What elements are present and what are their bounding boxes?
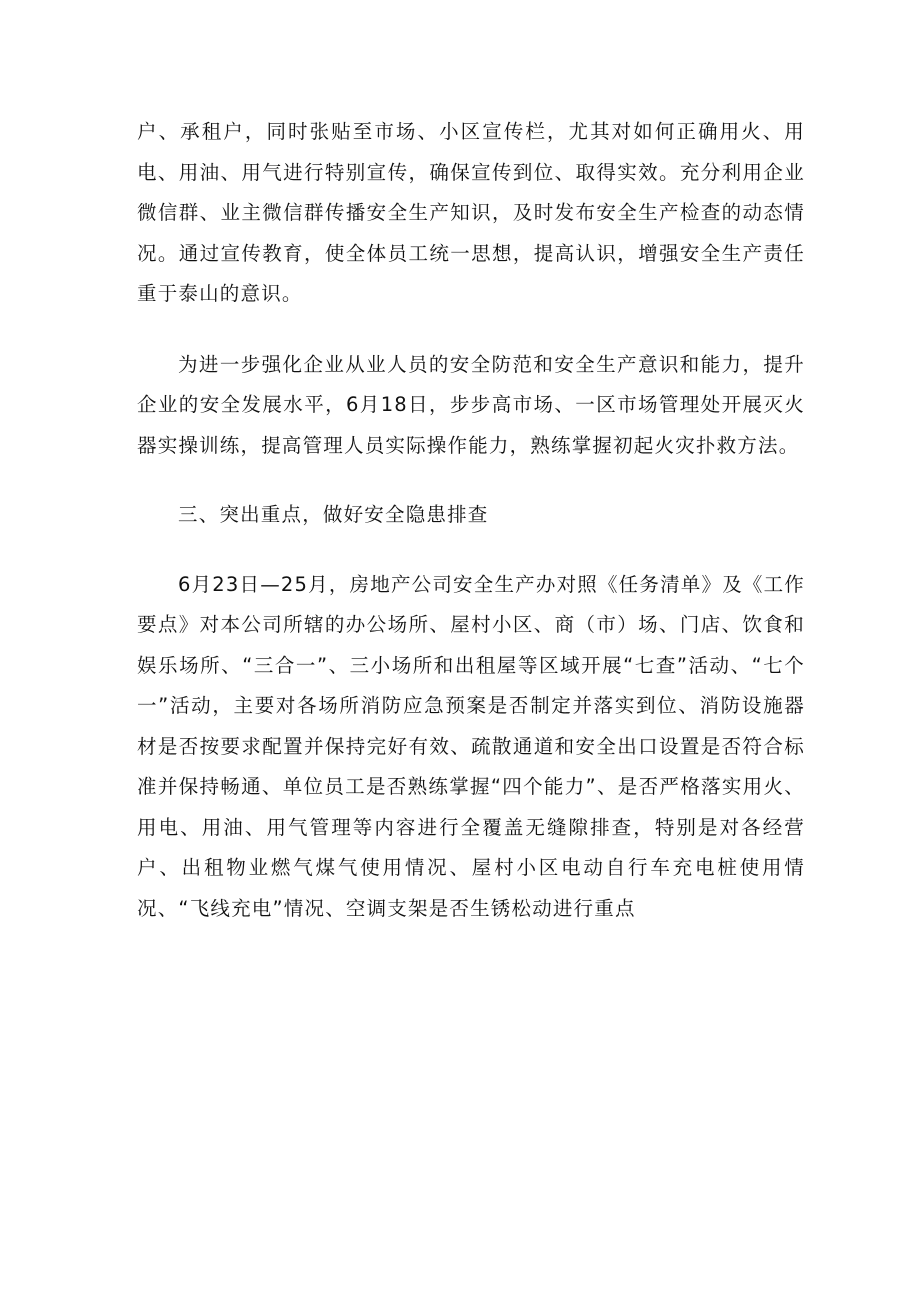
paragraph-inspection: 6月23日—25月，房地产公司安全生产办对照《任务清单》及《工作要点》对本公司所辖的办公场所、屋村小区、商（市）场、门店、饮食和娱乐场所、“三合一”、三小场所和出租屋等区域开展“七查”活动、“七个一”活动，主要对各场所消防应急预案是否制定并落实到位、消防设施器材是否按要求配置并保持完好有效、疏散通道和安全出口设置是否符合标准并保持畅通、单位员工是否熟练掌握“四个能力”、是否严格落实用火、用电、用油、用气管理等内容进行全覆盖无缝隙排查，特别是对各经营户、出租物业燃气煤气使用情况、屋村小区电动自行车充电桩使用情况、“飞线充电”情况、空调支架是否生锈松动进行重点 [137, 572, 805, 920]
section-heading: 三、突出重点，做好安全隐患排查 [178, 503, 489, 526]
document-body [137, 112, 805, 929]
paragraph-fire-drill: 为进一步强化企业从业人员的安全防范和安全生产意识和能力，提升企业的安全发展水平，6月18日，步步高市场、一区市场管理处开展灭火器实操训练，提高管理人员实际操作能力，熟练掌握初起火灾扑救方法。 [137, 352, 805, 457]
paragraph-continuation: 户、承租户，同时张贴至市场、小区宣传栏，尤其对如何正确用火、用电、用油、用气进行特别宣传，确保宣传到位、取得实效。充分利用企业微信群、业主微信群传播安全生产知识，及时发布安全生产检查的动态情况。通过宣传教育，使全体员工统一思想，提高认识，增强安全生产责任重于泰山的意识。 [137, 120, 805, 305]
